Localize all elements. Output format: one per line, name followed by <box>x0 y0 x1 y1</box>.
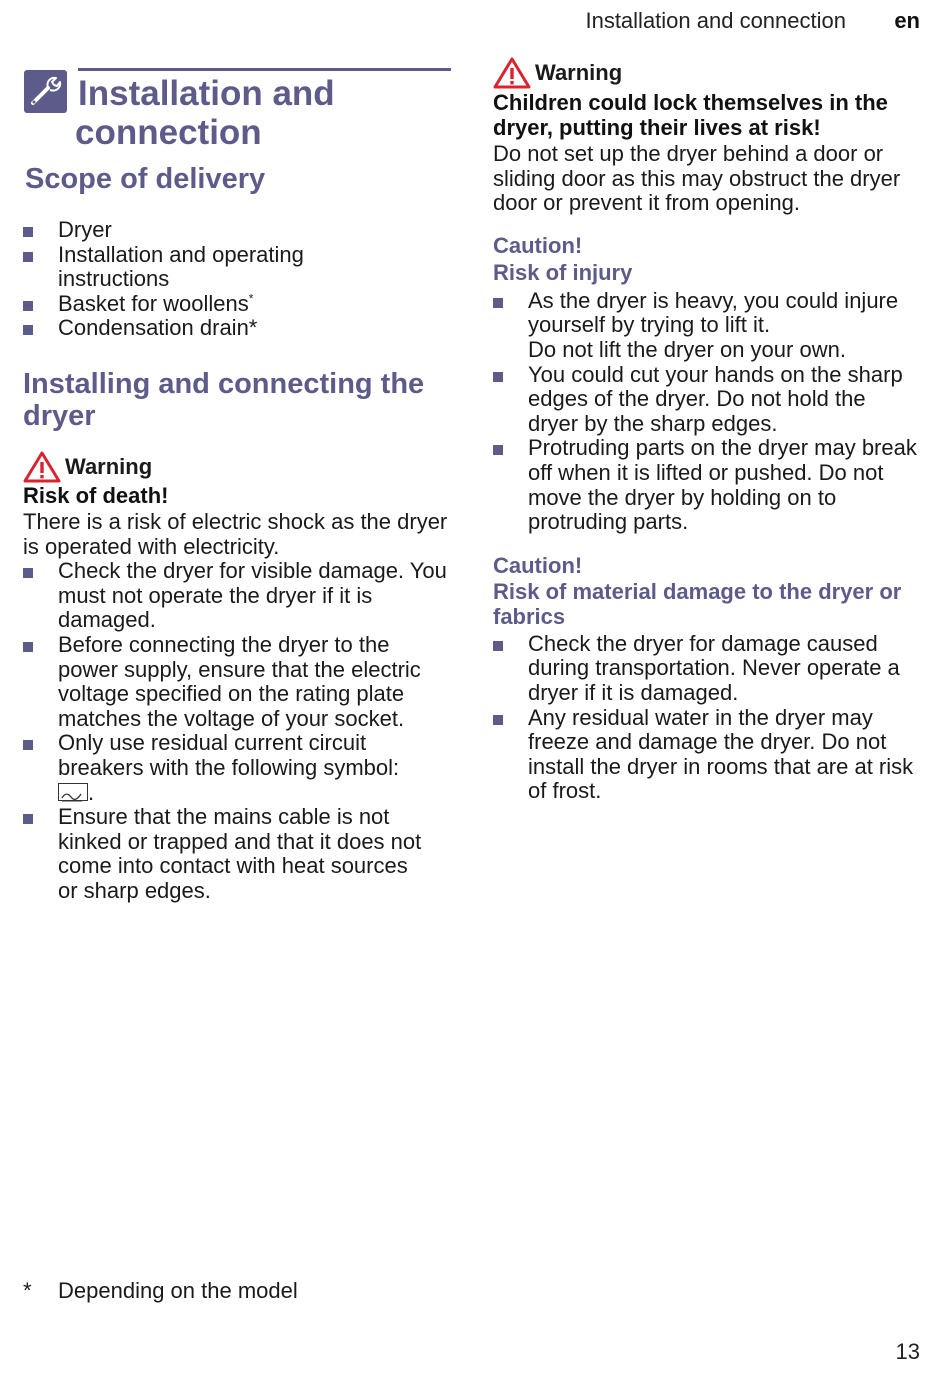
rcd-symbol-icon <box>58 783 88 801</box>
footnote <box>23 1278 298 1304</box>
scope-list-container <box>23 218 443 341</box>
chapter-title-line2: connection <box>75 113 262 152</box>
bullet-icon <box>23 740 33 750</box>
list-item: Ensure that the mains cable is not kinked or trapped and that it does not come into contact with heat sources or sharp edges. <box>23 805 448 903</box>
list-item: You could cut your hands on the sharp edges of the dryer. Do not hold the dryer by the sharp edges. <box>493 363 921 437</box>
chapter-title <box>75 74 455 152</box>
scope-list <box>23 218 443 341</box>
bullet-icon <box>493 641 503 651</box>
footnote-text: Depending on the model <box>58 1278 298 1303</box>
caution-title: Risk of injury <box>493 259 633 285</box>
caution-label: Caution! <box>493 552 583 578</box>
bullet-icon <box>23 642 33 652</box>
list-item: Only use residual current circuit breakers with the following symbol: . <box>23 731 448 805</box>
chapter-title-line1: Installation and <box>78 74 335 113</box>
warning-heading <box>493 56 921 90</box>
chapter-rule <box>78 68 451 71</box>
caution-title: Risk of material damage to the dryer or fabrics <box>493 578 902 629</box>
list-item: Basket for woollens* <box>23 292 443 317</box>
warning-triangle-icon <box>493 57 531 89</box>
warning-title: Risk of death! <box>23 483 169 508</box>
bullet-icon <box>23 568 33 578</box>
scope-heading: Scope of delivery <box>25 163 266 195</box>
bullet-icon <box>23 252 33 262</box>
warning-title: Children could lock themselves in the dryer, putting their lives at risk! <box>493 90 888 140</box>
list-item: As the dryer is heavy, you could injure yourself by trying to lift it. Do not lift the dryer on your own. <box>493 289 921 363</box>
page-number: 13 <box>895 1339 920 1364</box>
list-item: Any residual water in the dryer may freeze and damage the dryer. Do not install the dryer in rooms that are at risk of frost. <box>493 706 921 804</box>
bullet-icon <box>493 445 503 455</box>
list-item: Condensation drain* <box>23 316 443 341</box>
bullet-icon <box>23 227 33 237</box>
bullet-icon <box>493 715 503 725</box>
list-item: Check the dryer for visible damage. You must not operate the dryer if it is damaged. <box>23 559 448 633</box>
list-item: Dryer <box>23 218 443 243</box>
right-column <box>493 56 921 804</box>
warning-label: Warning <box>535 60 623 85</box>
warning-heading <box>23 450 448 484</box>
caution-material-list <box>493 632 921 804</box>
caution-injury-list <box>493 289 921 535</box>
list-item: Protruding parts on the dryer may break off when it is lifted or pushed. Do not move the dryer by holding on to protruding parts. <box>493 436 921 534</box>
bullet-icon <box>23 325 33 335</box>
bullet-icon <box>23 301 33 311</box>
warning-label: Warning <box>65 454 153 479</box>
list-item: Installation and operating instructions <box>23 243 348 292</box>
bullet-icon <box>23 814 33 824</box>
warning-triangle-icon <box>23 451 61 483</box>
list-item: Check the dryer for damage caused during transportation. Never operate a dryer if it is damaged. <box>493 632 921 706</box>
footnote-mark: * <box>248 291 254 306</box>
wrench-icon <box>24 70 67 113</box>
warning-text: Do not set up the dryer behind a door or sliding door as this may obstruct the dryer door or prevent it from opening. <box>493 141 901 216</box>
install-list <box>23 559 448 903</box>
list-item: Before connecting the dryer to the power supply, ensure that the electric voltage specified on the rating plate matches the voltage of your socket. <box>23 633 448 731</box>
caution-label: Caution! <box>493 232 583 258</box>
warning-text: There is a risk of electric shock as the dryer is operated with electricity. <box>23 509 448 559</box>
bullet-icon <box>493 372 503 382</box>
running-header-title: Installation and connection <box>585 8 846 33</box>
install-warning-block <box>23 450 448 904</box>
footnote-mark: * <box>23 1278 32 1303</box>
bullet-icon <box>493 298 503 308</box>
install-heading: Installing and connecting the dryer <box>23 368 425 432</box>
language-code: en <box>894 8 920 33</box>
